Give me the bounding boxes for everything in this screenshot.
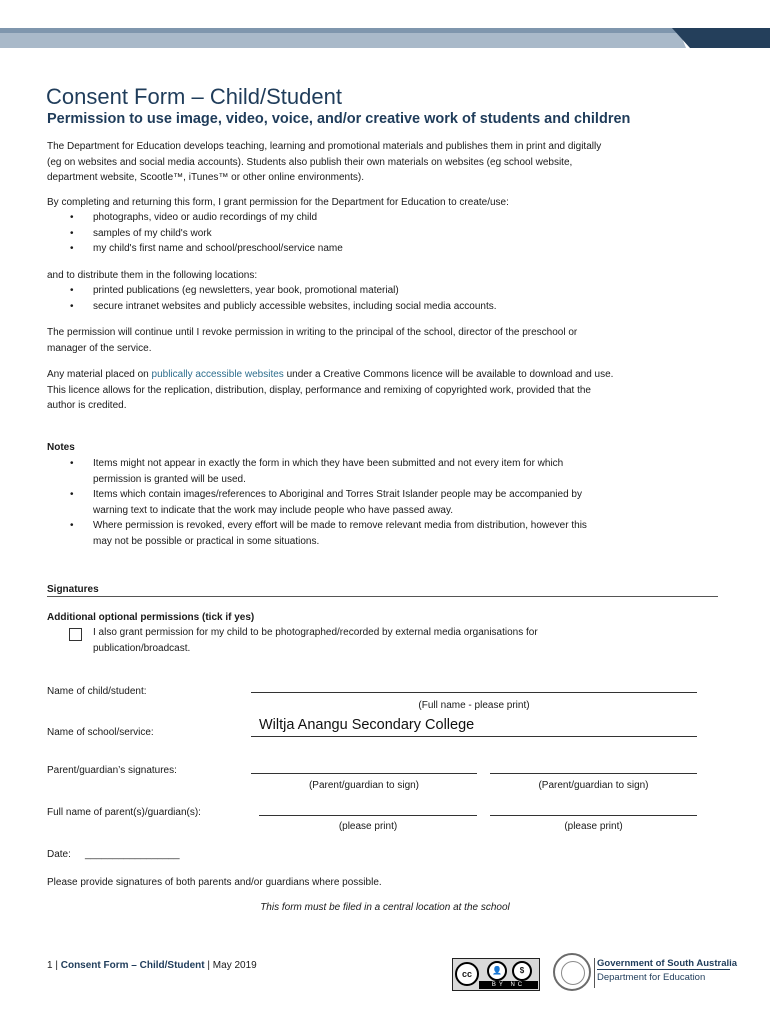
section-divider: [47, 596, 718, 597]
both-signatures-note: Please provide signatures of both parents and/or guardians where possible.: [47, 877, 382, 888]
child-name-field[interactable]: [251, 692, 697, 693]
child-name-label: Name of child/student:: [47, 686, 147, 697]
list-item: • Where permission is revoked, every effort will be made to remove relevant media from distribution, however this may not be possible or practical in some situations.: [67, 518, 727, 549]
page-subtitle: Permission to use image, video, voice, and/or creative work of students and children: [47, 111, 631, 127]
list-item: • Items which contain images/references to Aboriginal and Torres Strait Islander people may be accompanied by warning text to indicate that the work may include people who have passed away.: [67, 487, 727, 518]
department-name: Department for Education: [597, 972, 706, 983]
list-item: • photographs, video or audio recordings of my child: [67, 210, 727, 226]
public-websites-link[interactable]: publically accessible websites: [151, 369, 284, 380]
parent-name-field-1[interactable]: [259, 815, 477, 816]
date-label: Date:: [47, 849, 71, 860]
child-name-caption: (Full name - please print): [418, 700, 530, 711]
parent-name-label: Full name of parent(s)/guardian(s):: [47, 807, 201, 818]
intro-paragraph: The Department for Education develops teaching, learning and promotional materials and publishes them in print and digitally (eg on websites and social media accounts). Students also publish their own materials on websites (eg school website, department website, Scootle™, iTunes™ or other online environments).: [47, 141, 602, 183]
distribution-list: [67, 283, 727, 314]
list-item: • secure intranet websites and publicly accessible websites, including social media accounts.: [67, 299, 727, 315]
optional-permissions-heading: Additional optional permissions (tick if yes): [47, 612, 255, 623]
government-name: Government of South Australia: [597, 958, 738, 969]
attribution-icon: 👤: [487, 961, 507, 981]
parent-name-caption-2: (please print): [564, 821, 623, 832]
notes-heading: Notes: [47, 442, 75, 453]
page-title: Consent Form – Child/Student: [46, 84, 342, 109]
list-item: • my child's first name and school/preschool/service name: [67, 241, 727, 257]
date-field[interactable]: _________________: [85, 849, 180, 860]
cc-icon: cc: [455, 962, 479, 986]
signature-caption-2: (Parent/guardian to sign): [538, 780, 649, 791]
footer-text: 1 | Consent Form – Child/Student | May 2019: [47, 960, 257, 971]
school-name-value: Wiltja Anangu Secondary College: [259, 717, 475, 733]
parent-signature-field-2[interactable]: [490, 773, 697, 774]
parent-name-caption-1: (please print): [338, 821, 398, 832]
permission-lead: By completing and returning this form, I grant permission for the Department for Education to create/use:: [47, 197, 509, 208]
signatures-heading: Signatures: [47, 584, 99, 595]
list-item: • printed publications (eg newsletters, year book, promotional material): [67, 283, 727, 299]
cc-license-text: BY NC: [479, 981, 538, 989]
parent-signature-label: Parent/guardian’s signatures:: [47, 765, 177, 776]
parent-name-field-2[interactable]: [490, 815, 697, 816]
notes-list: [67, 456, 727, 549]
government-seal-icon: [553, 953, 591, 991]
footer-doc-title: Consent Form – Child/Student: [60, 960, 205, 971]
parent-signature-field-1[interactable]: [251, 773, 477, 774]
school-name-label: Name of school/service:: [47, 727, 154, 738]
media-permission-checkbox[interactable]: [69, 628, 82, 641]
school-name-field[interactable]: [251, 736, 697, 737]
filing-note: This form must be filed in a central location at the school: [260, 902, 510, 913]
permission-list: [67, 210, 727, 257]
logo-divider: [594, 958, 595, 988]
government-rule: [597, 969, 730, 970]
creative-commons-badge: [452, 958, 540, 991]
licence-paragraph: Any material placed on publically accessible websites under a Creative Commons licence will be available to download and use. This licence allows for the replication, distribution, display, performance and remixing of copyrighted work, provided that the author is credited.: [47, 369, 614, 411]
distribution-lead: and to distribute them in the following locations:: [47, 270, 258, 281]
footer-date: May 2019: [212, 960, 257, 971]
list-item: • samples of my child's work: [67, 226, 727, 242]
continuation-paragraph: The permission will continue until I revoke permission in writing to the principal of the school, director of the preschool or manager of the service.: [47, 327, 578, 354]
list-item: • Items might not appear in exactly the form in which they have been submitted and not every item for which permission is granted will be used.: [67, 456, 727, 487]
signature-caption-1: (Parent/guardian to sign): [308, 780, 420, 791]
header-bar: [0, 28, 770, 48]
media-permission-text: I also grant permission for my child to be photographed/recorded by external media organisations for publication/broadcast.: [93, 627, 538, 654]
non-commercial-icon: $: [512, 961, 532, 981]
page-number: 1: [47, 960, 53, 971]
